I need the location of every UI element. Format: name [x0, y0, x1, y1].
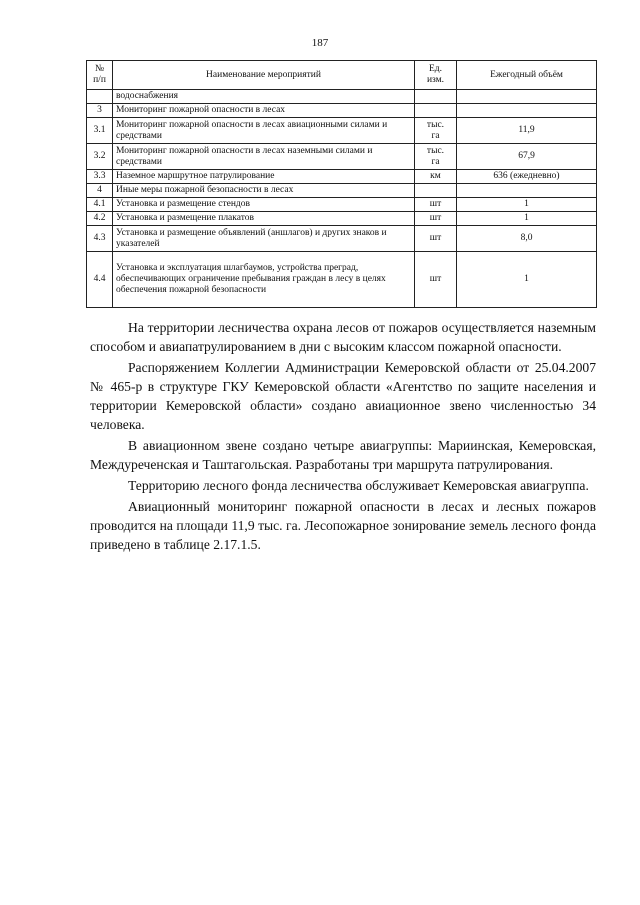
table-row: [87, 198, 597, 212]
row-volume: 636 (ежедневно): [457, 170, 597, 184]
row-volume: 1: [457, 252, 597, 308]
row-name: Установка и эксплуатация шлагбаумов, устройства преград, обеспечивающих ограничение пребывания граждан в лесу в целях обеспечения пожарной безопасности: [113, 252, 415, 308]
table-row: [87, 144, 597, 170]
body-text: [90, 318, 596, 556]
row-volume: 1: [457, 198, 597, 212]
row-num: 3.2: [87, 144, 113, 170]
row-unit: шт: [415, 212, 457, 226]
table-row: [87, 104, 597, 118]
paragraph: В авиационном звене создано четыре авиагруппы: Мариинская, Кемеровская, Междуреченская и Таштагольская. Разработаны три маршрута патрулирования.: [90, 438, 596, 472]
row-name: Мониторинг пожарной опасности в лесах: [113, 104, 415, 118]
row-num: 3.3: [87, 170, 113, 184]
row-name: Мониторинг пожарной опасности в лесах авиационными силами и средствами: [113, 118, 415, 144]
table-row: [87, 252, 597, 308]
paragraph: Территорию лесного фонда лесничества обслуживает Кемеровская авиагруппа.: [128, 478, 589, 493]
row-unit: шт: [415, 252, 457, 308]
row-num: 4.4: [87, 252, 113, 308]
row-num: [87, 90, 113, 104]
row-num: 4.2: [87, 212, 113, 226]
paragraph: Распоряжением Коллегии Администрации Кемеровской области от 25.04.2007 № 465-р в структуре ГКУ Кемеровской области «Агентство по защите населения и территории Кемеровской области» создано авиационное звено численностью 34 человека.: [90, 360, 596, 432]
row-num: 4.3: [87, 226, 113, 252]
table-header-row: [87, 61, 597, 90]
paragraph: Авиационный мониторинг пожарной опасности в лесах и лесных пожаров проводится на площади 11,9 тыс. га. Лесопожарное зонирование земель лесного фонда приведено в таблице 2.17.1.5.: [90, 499, 596, 552]
row-name: Мониторинг пожарной опасности в лесах наземными силами и средствами: [113, 144, 415, 170]
table-row: [87, 170, 597, 184]
row-volume: [457, 104, 597, 118]
row-unit: [415, 184, 457, 198]
row-volume: [457, 184, 597, 198]
header-name: Наименование мероприятий: [113, 61, 415, 90]
measures-table: [86, 60, 597, 308]
table-row: [87, 226, 597, 252]
row-volume: 67,9: [457, 144, 597, 170]
row-unit: [415, 90, 457, 104]
row-name: водоснабжения: [113, 90, 415, 104]
row-volume: [457, 90, 597, 104]
row-volume: 8,0: [457, 226, 597, 252]
row-num: 4.1: [87, 198, 113, 212]
row-num: 3.1: [87, 118, 113, 144]
row-unit: тыс. га: [415, 118, 457, 144]
row-volume: 11,9: [457, 118, 597, 144]
table-row: [87, 118, 597, 144]
table-row: [87, 184, 597, 198]
paragraph: На территории лесничества охрана лесов от пожаров осуществляется наземным способом и авиапатрулированием в дни с высоким классом пожарной опасности.: [90, 320, 596, 354]
header-volume: Ежегодный объём: [457, 61, 597, 90]
row-unit: шт: [415, 226, 457, 252]
row-num: 4: [87, 184, 113, 198]
header-num: № п/п: [87, 61, 113, 90]
row-name: Иные меры пожарной безопасности в лесах: [113, 184, 415, 198]
row-name: Установка и размещение стендов: [113, 198, 415, 212]
row-name: Наземное маршрутное патрулирование: [113, 170, 415, 184]
page-number: 187: [311, 37, 329, 49]
row-name: Установка и размещение плакатов: [113, 212, 415, 226]
row-num: 3: [87, 104, 113, 118]
table-row: [87, 212, 597, 226]
row-volume: 1: [457, 212, 597, 226]
row-unit: км: [415, 170, 457, 184]
table-row: [87, 90, 597, 104]
header-unit: Ед. изм.: [415, 61, 457, 90]
row-unit: шт: [415, 198, 457, 212]
row-unit: [415, 104, 457, 118]
row-name: Установка и размещение объявлений (аншлагов) и других знаков и указателей: [113, 226, 415, 252]
row-unit: тыс. га: [415, 144, 457, 170]
